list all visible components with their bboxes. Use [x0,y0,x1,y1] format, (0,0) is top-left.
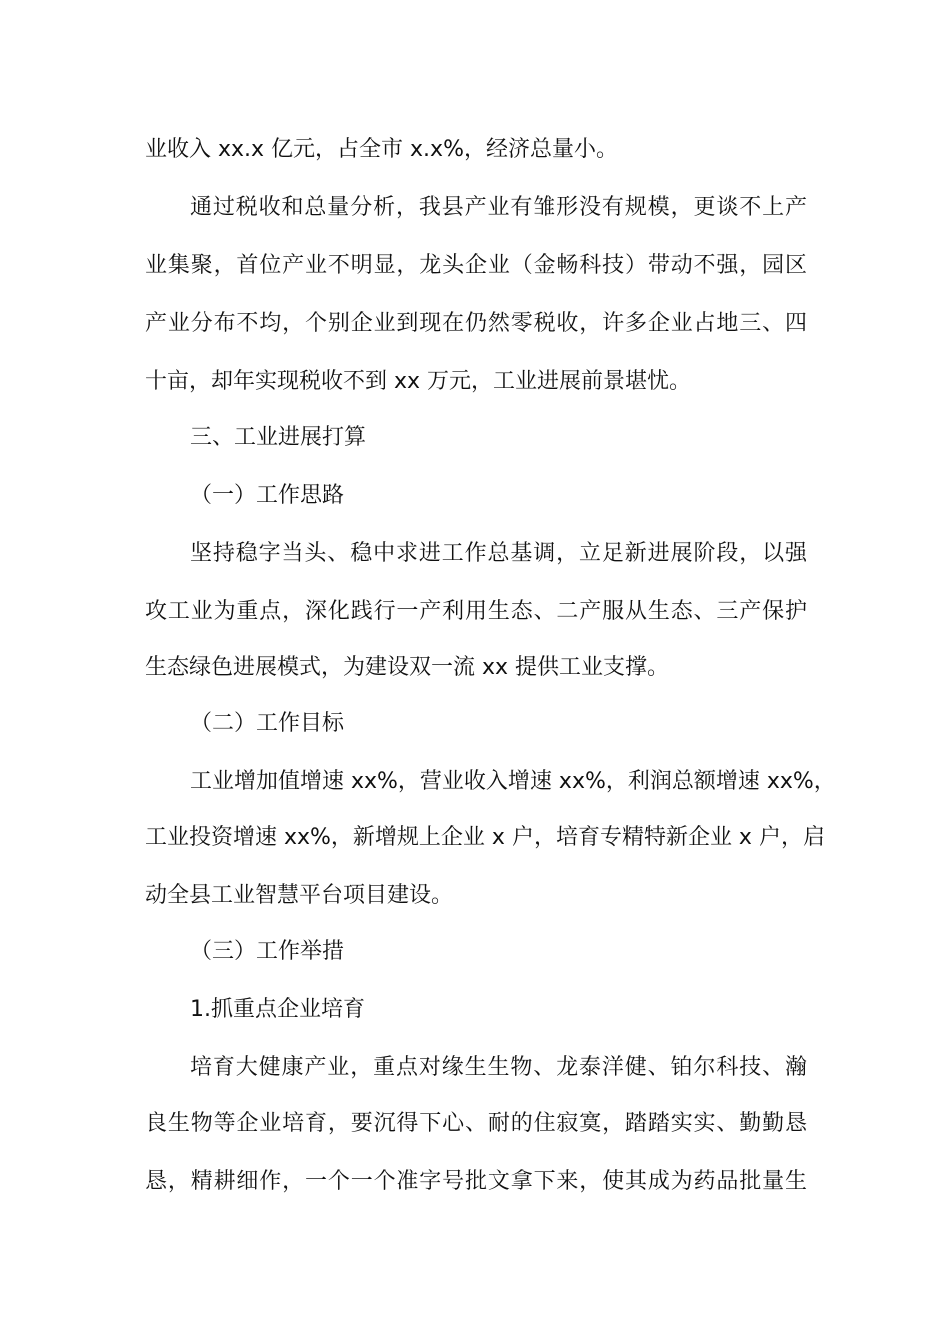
paragraph-line: 生态绿色进展模式，为建设双一流 xx 提供工业支撑。 [145,655,670,680]
item-heading: 1.抓重点企业培育 [190,997,365,1022]
paragraph-line: 动全县工业智慧平台项目建设。 [145,883,454,908]
paragraph-line: 攻工业为重点，深化践行一产利用生态、二产服从生态、三产保护 [145,599,807,624]
section-heading: 三、工业进展打算 [190,425,367,450]
paragraph-line: 通过税收和总量分析，我县产业有雏形没有规模，更谈不上产 [190,195,807,220]
paragraph-line: 恳，精耕细作，一个一个准字号批文拿下来，使其成为药品批量生 [145,1169,807,1194]
subsection-heading: （一）工作思路 [190,483,345,508]
paragraph-line: 业集聚，首位产业不明显，龙头企业（金畅科技）带动不强，园区 [145,253,807,278]
subsection-heading: （二）工作目标 [190,711,345,736]
paragraph-line: 工业增加值增速 xx%，营业收入增速 xx%，利润总额增速 xx%， [190,769,836,794]
paragraph-line: 工业投资增速 xx%，新增规上企业 x 户，培育专精特新企业 x 户，启 [145,825,825,850]
paragraph-line: 产业分布不均，个别企业到现在仍然零税收，许多企业占地三、四 [145,311,807,336]
subsection-heading: （三）工作举措 [190,939,345,964]
paragraph-line: 十亩，却年实现税收不到 xx 万元，工业进展前景堪忧。 [145,369,692,394]
paragraph-line: 培育大健康产业，重点对缘生生物、龙泰洋健、铂尔科技、瀚 [190,1055,807,1080]
paragraph-line: 坚持稳字当头、稳中求进工作总基调，立足新进展阶段，以强 [190,541,807,566]
paragraph-line: 良生物等企业培育，要沉得下心、耐的住寂寞，踏踏实实、勤勤恳 [145,1111,807,1136]
paragraph-line: 业收入 xx.x 亿元，占全市 x.x%，经济总量小。 [145,137,618,162]
